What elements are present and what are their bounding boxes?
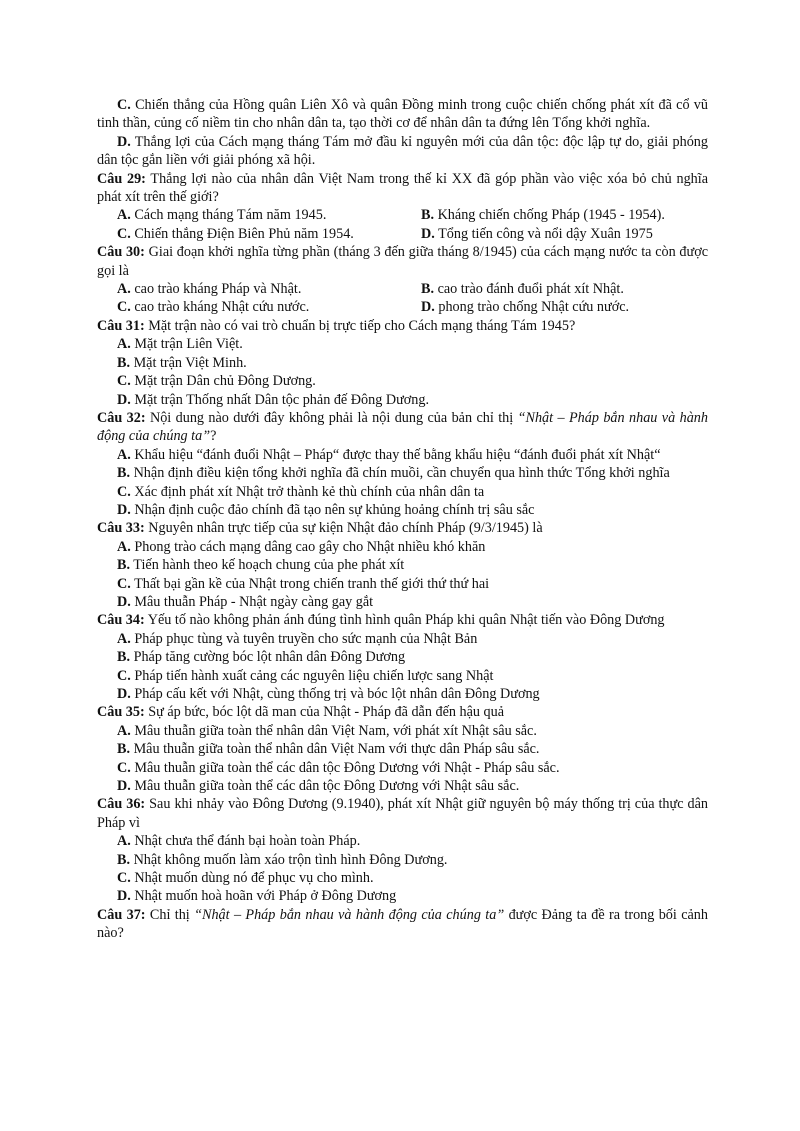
option-text: Pháp tiến hành xuất cảng các nguyên liệu chiến lược sang Nhật (130, 667, 494, 684)
question-stem (97, 906, 708, 943)
answer-option (97, 832, 708, 850)
question-label: Câu 35: (97, 704, 145, 721)
answer-option (97, 298, 421, 316)
option-text: Nhật không muốn làm xáo trộn tình hình Đông Dương. (130, 851, 448, 868)
option-text: Xác định phát xít Nhật trở thành kẻ thù chính của nhân dân ta (130, 483, 485, 500)
option-text: Nhật muốn hoà hoãn với Pháp ở Đông Dương (130, 888, 397, 905)
option-text: Chiến thắng của Hồng quân Liên Xô và quân Đồng minh trong cuộc chiến chống phát xít đã cổ vũ tinh thần, củng cố niềm tin cho nhân dân ta, tạo thời cơ để nhân dân ta đứng lên Tổng khởi nghĩa. (97, 97, 708, 132)
quoted-title: “Nhật – Pháp bắn nhau và hành động của chúng ta” (194, 906, 505, 923)
answer-option (421, 298, 708, 316)
option-text: Mâu thuẫn giữa toàn thể nhân dân Việt Nam với thực dân Pháp sâu sắc. (130, 741, 540, 758)
option-text: Pháp cấu kết với Nhật, cùng thống trị và bóc lột nhân dân Đông Dương (130, 686, 540, 702)
answer-option-row (97, 298, 708, 316)
answer-option (97, 575, 708, 593)
answer-option (97, 593, 708, 611)
answer-option (97, 335, 708, 353)
answer-option (97, 391, 708, 409)
answer-option (421, 206, 708, 224)
option-text: Thắng lợi của Cách mạng tháng Tám mở đầu kỉ nguyên mới của dân tộc: độc lập tự do, giải phóng dân tộc gắn liền với giải phóng xã hội. (97, 133, 708, 169)
option-text: Mâu thuẫn giữa toàn thể nhân dân Việt Nam, với phát xít Nhật sâu sắc. (130, 722, 537, 739)
answer-option (97, 887, 708, 905)
option-text: Chiến thắng Điện Biên Phủ năm 1954. (130, 225, 354, 242)
option-letter: D. (117, 778, 131, 795)
option-letter: B. (117, 557, 131, 574)
question-stem (97, 317, 708, 335)
option-letter: D. (117, 888, 131, 905)
option-letter: B. (117, 354, 131, 371)
option-letter: D. (117, 686, 131, 702)
option-text: Nhận định cuộc đảo chính đã tạo nên sự khủng hoảng chính trị sâu sắc (130, 501, 535, 518)
option-text: Mâu thuẫn giữa toàn thể các dân tộc Đông Dương với Nhật sâu sắc. (130, 778, 520, 795)
question-label: Câu 32: (97, 409, 146, 426)
option-letter: A. (117, 207, 131, 224)
option-letter: A. (117, 281, 131, 298)
question-text: Sau khi nhảy vào Đông Dương (9.1940), phát xít Nhật giữ nguyên bộ máy thống trị của thực dân Pháp vì (97, 796, 708, 831)
option-text: Khẩu hiệu “đánh đuổi Nhật – Pháp“ được thay thế bằng khẩu hiệu “đánh đuổi phát xít Nhật“ (130, 446, 661, 463)
option-letter: B. (117, 741, 131, 758)
option-letter: D. (421, 225, 435, 242)
option-letter: D. (421, 299, 435, 316)
question-label: Câu 36: (97, 796, 146, 813)
option-text: Mặt trận Thống nhất Dân tộc phản đế Đông Dương. (130, 391, 430, 408)
question-stem (97, 795, 708, 832)
question-text: Yếu tố nào không phản ánh đúng tình hình quân Pháp khi quân Nhật tiến vào Đông Dương (144, 612, 665, 629)
option-letter: C. (117, 483, 131, 500)
question-stem (97, 170, 708, 207)
question-label: Câu 29: (97, 170, 146, 187)
question-text: Nội dung nào dưới đây không phải là nội dung của bản chỉ thị (145, 409, 518, 426)
option-text: Mặt trận Việt Minh. (130, 354, 247, 371)
option-letter: B. (421, 281, 435, 298)
option-text: Pháp phục tùng và tuyên truyền cho sức mạnh của Nhật Bản (130, 630, 478, 647)
option-text: Nhật chưa thể đánh bại hoàn toàn Pháp. (130, 833, 361, 850)
answer-option (97, 740, 708, 758)
option-letter: C. (117, 373, 131, 390)
question-stem (97, 243, 708, 280)
option-text: cao trào kháng Nhật cứu nước. (130, 299, 310, 316)
option-text: Mặt trận Dân chủ Đông Dương. (130, 373, 316, 390)
option-letter: C. (117, 759, 131, 776)
option-text: Tiến hành theo kế hoạch chung của phe phát xít (130, 557, 405, 574)
answer-option (97, 630, 708, 648)
answer-option (97, 96, 708, 133)
answer-option (97, 133, 708, 170)
question-label: Câu 37: (97, 906, 146, 923)
option-text: Thất bại gần kề của Nhật trong chiến tranh thế giới thứ thứ hai (130, 575, 490, 592)
option-letter: B. (117, 465, 131, 482)
answer-option (97, 777, 708, 795)
question-label: Câu 31: (97, 317, 145, 334)
option-text: Nhận định điều kiện tổng khởi nghĩa đã chín muồi, cần chuyển qua hình thức Tổng khởi nghĩa (130, 465, 670, 482)
answer-option (97, 464, 708, 482)
answer-option (97, 648, 708, 666)
answer-option (97, 446, 708, 464)
question-text: Mặt trận nào có vai trò chuẩn bị trực tiếp cho Cách mạng tháng Tám 1945? (144, 317, 576, 334)
option-text: cao trào kháng Pháp và Nhật. (130, 281, 302, 298)
answer-option (97, 685, 708, 703)
question-label: Câu 33: (97, 520, 145, 537)
option-letter: D. (117, 391, 131, 408)
option-letter: B. (117, 649, 131, 666)
option-letter: A. (117, 446, 131, 463)
answer-option-row (97, 225, 708, 243)
answer-option (97, 501, 708, 519)
question-stem (97, 703, 708, 721)
option-text: Mâu thuẫn Pháp - Nhật ngày càng gay gắt (130, 593, 374, 610)
question-stem (97, 611, 708, 629)
option-text: Nhật muốn dùng nó để phục vụ cho mình. (130, 870, 374, 887)
option-text: phong trào chống Nhật cứu nước. (434, 299, 630, 316)
answer-option (97, 483, 708, 501)
option-letter: A. (117, 722, 131, 739)
answer-option (97, 869, 708, 887)
option-letter: A. (117, 833, 131, 850)
question-stem (97, 409, 708, 446)
question-label: Câu 34: (97, 612, 145, 629)
option-text: cao trào đánh đuổi phát xít Nhật. (434, 281, 624, 298)
option-text: Mâu thuẫn giữa toàn thể các dân tộc Đông Dương với Nhật - Pháp sâu sắc. (130, 759, 560, 776)
question-text: Nguyên nhân trực tiếp của sự kiện Nhật đảo chính Pháp (9/3/1945) là (144, 520, 543, 537)
answer-option (97, 225, 421, 243)
question-text: Sự áp bức, bóc lột dã man của Nhật - Pháp đã dẫn đến hậu quả (144, 704, 505, 721)
question-text: Giai đoạn khởi nghĩa từng phần (tháng 3 đến giữa tháng 8/1945) của cách mạng nước ta còn được gọi là (97, 244, 708, 279)
answer-option (421, 225, 708, 243)
question-text-tail: ? (210, 428, 217, 445)
option-letter: C. (117, 575, 131, 592)
answer-option (97, 759, 708, 777)
answer-option (97, 556, 708, 574)
option-letter: C. (117, 225, 131, 242)
answer-option (97, 354, 708, 372)
option-text: Mặt trận Liên Việt. (130, 336, 243, 353)
option-text: Phong trào cách mạng dâng cao gây cho Nhật nhiều khó khăn (130, 538, 486, 555)
option-letter: B. (421, 207, 435, 224)
option-text: Kháng chiến chống Pháp (1945 - 1954). (434, 207, 665, 224)
answer-option (97, 722, 708, 740)
question-label: Câu 30: (97, 244, 145, 261)
option-letter: D. (117, 593, 131, 610)
answer-option (97, 206, 421, 224)
option-letter: D. (117, 501, 131, 518)
option-letter: A. (117, 630, 131, 647)
question-text: Chỉ thị (145, 906, 195, 923)
question-stem (97, 519, 708, 537)
answer-option (97, 372, 708, 390)
option-text: Tổng tiến công và nổi dậy Xuân 1975 (434, 225, 653, 242)
option-letter: C. (117, 299, 131, 316)
option-text: Cách mạng tháng Tám năm 1945. (130, 207, 327, 224)
answer-option-row (97, 280, 708, 298)
option-letter: C. (117, 97, 131, 113)
answer-option (421, 280, 708, 298)
option-letter: D. (117, 133, 131, 150)
option-text: Pháp tăng cường bóc lột nhân dân Đông Dương (130, 649, 406, 666)
answer-option (97, 851, 708, 869)
quoted-title: “Nhật – Pháp bắn nhau và hành động của chúng ta” (97, 409, 708, 445)
option-letter: C. (117, 667, 131, 684)
option-letter: C. (117, 870, 131, 887)
option-letter: A. (117, 538, 131, 555)
option-letter: A. (117, 336, 131, 353)
answer-option (97, 538, 708, 556)
answer-option (97, 280, 421, 298)
question-text: Thắng lợi nào của nhân dân Việt Nam trong thế kỉ XX đã góp phần vào việc xóa bỏ chủ nghĩa phát xít trên thế giới? (97, 170, 708, 206)
option-letter: B. (117, 851, 131, 868)
question-text-tail: được Đảng ta đề ra trong bối cảnh nào? (97, 906, 708, 942)
answer-option (97, 667, 708, 685)
answer-option-row (97, 206, 708, 224)
